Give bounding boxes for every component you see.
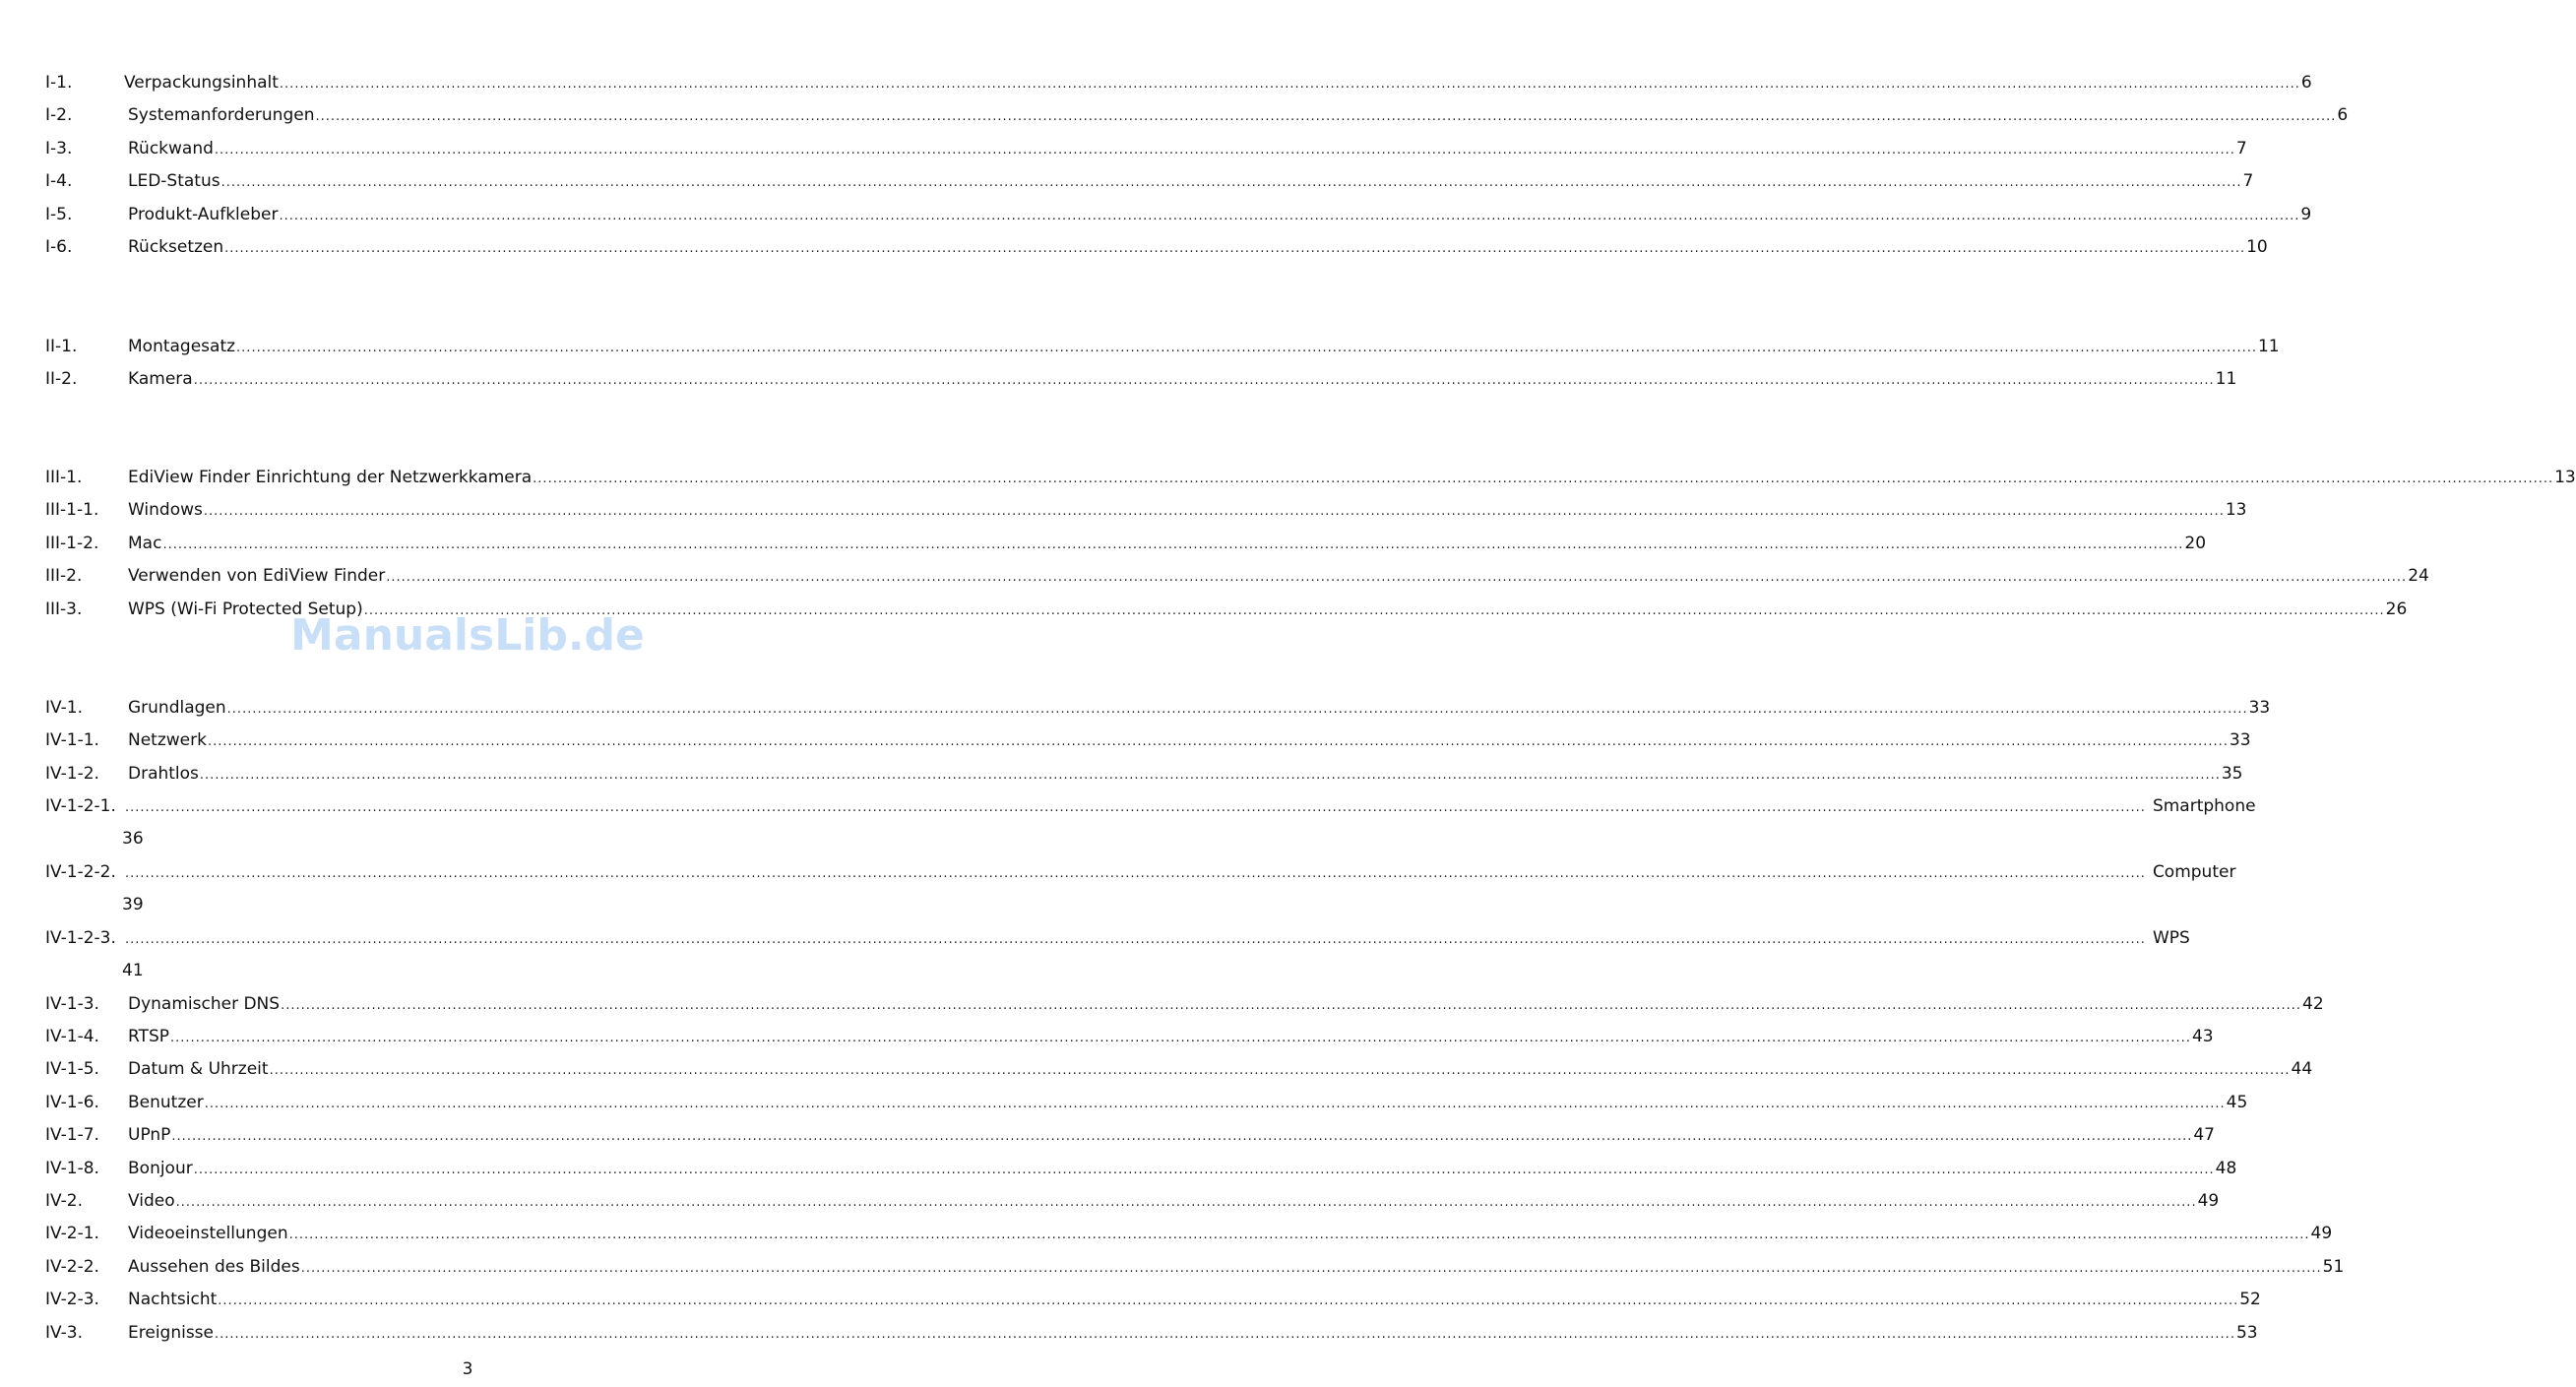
toc-entry-line: [128, 564, 2429, 590]
toc-entry-title: Windows: [128, 500, 203, 520]
toc-leader-dots: ................................................................................................................................................................................................................................................................................................................................................................................................................: [226, 702, 2248, 717]
toc-entry-page: 26: [2385, 599, 2408, 619]
toc-entry[interactable]: [45, 696, 2271, 728]
toc-entry[interactable]: [45, 1189, 2220, 1222]
toc-entry-number: IV-2-2.: [45, 1257, 99, 1277]
toc-entry-title: Datum & Uhrzeit: [128, 1059, 269, 1079]
toc-entry-number: IV-1-2-1.: [45, 796, 116, 816]
toc-entry-title: Verpackungsinhalt: [124, 73, 279, 93]
toc-entry-line: [124, 926, 2190, 952]
toc-entry-page: 44: [2291, 1059, 2313, 1079]
toc-entry-page: 45: [2226, 1093, 2248, 1112]
toc-entry-page: 7: [2242, 171, 2254, 191]
toc-entry-title: Verwenden von EdiView Finder: [128, 566, 386, 586]
toc-entry-line: [128, 137, 2247, 162]
toc-entry-page: 52: [2239, 1290, 2261, 1309]
toc-entry-title: Smartphone: [2152, 796, 2256, 816]
toc-leader-dots: ................................................................................................................................................................................................................................................................................................................................................................................................................: [279, 209, 2300, 223]
toc-entry-line: [128, 1157, 2237, 1182]
toc-entry-page: 6: [2337, 105, 2349, 125]
toc-entry-line: [128, 992, 2324, 1018]
toc-leader-dots: ................................................................................................................................................................................................................................................................................................................................................................................................................: [218, 1293, 2239, 1308]
toc-entry-page: 13: [2554, 468, 2576, 487]
toc-entry-title: Nachtsicht: [128, 1290, 218, 1309]
toc-entry-number: IV-1-3.: [45, 994, 99, 1014]
toc-entry-page: 49: [2197, 1191, 2220, 1211]
toc-entry-page: 49: [2310, 1224, 2333, 1243]
toc-entry-line: [124, 71, 2312, 96]
toc-entry-number: I-4.: [45, 171, 73, 191]
toc-entry[interactable]: [45, 235, 2268, 268]
toc-leader-dots: ................................................................................................................................................................................................................................................................................................................................................................................................................: [224, 241, 2246, 256]
toc-leader-dots: ................................................................................................................................................................................................................................................................................................................................................................................................................: [236, 341, 2257, 355]
toc-entry-line: [128, 466, 2576, 491]
toc-leader-dots: ................................................................................................................................................................................................................................................................................................................................................................................................................: [363, 603, 2385, 618]
toc-entry[interactable]: [45, 992, 2324, 1025]
toc-entry[interactable]: [45, 1288, 2261, 1320]
toc-entry-page: 20: [2184, 534, 2207, 553]
toc-entry-page: 9: [2300, 205, 2312, 224]
toc-entry-number: IV-3.: [45, 1323, 84, 1343]
toc-entry-title: UPnP: [128, 1125, 171, 1145]
toc-entry-line: [128, 696, 2271, 722]
toc-entry-page: 43: [2191, 1027, 2214, 1046]
toc-entry-page: 36: [122, 829, 144, 849]
toc-entry-page: 7: [2235, 139, 2247, 158]
toc-entry-title: Grundlagen: [128, 698, 226, 718]
toc-entry-number: IV-1-2-3.: [45, 928, 116, 948]
toc-entry-number: III-1-1.: [45, 500, 99, 520]
toc-entry-title: Aussehen des Bildes: [128, 1257, 300, 1277]
toc-entry[interactable]: [45, 137, 2247, 169]
toc-entry-page: 47: [2193, 1125, 2215, 1145]
toc-entry-line: [128, 335, 2280, 360]
toc-leader-dots: ................................................................................................................................................................................................................................................................................................................................................................................................................: [171, 1129, 2193, 1144]
toc-entry-title: Computer: [2152, 862, 2236, 882]
toc-entry-line: [128, 367, 2237, 393]
toc-entry[interactable]: [45, 860, 2236, 914]
toc-entry-page: 10: [2246, 237, 2268, 257]
toc-entry-line: [128, 1255, 2345, 1281]
toc-entry-number: IV-2-3.: [45, 1290, 99, 1309]
toc-leader-dots: ................................................................................................................................................................................................................................................................................................................................................................................................................: [125, 932, 2146, 947]
toc-leader-dots: ................................................................................................................................................................................................................................................................................................................................................................................................................: [215, 1327, 2235, 1342]
toc-entry-number: IV-1-8.: [45, 1159, 99, 1178]
toc-leader-dots: ................................................................................................................................................................................................................................................................................................................................................................................................................: [207, 734, 2229, 749]
toc-entry[interactable]: [45, 1255, 2345, 1288]
toc-leader-dots: ................................................................................................................................................................................................................................................................................................................................................................................................................: [193, 1163, 2215, 1177]
toc-entry[interactable]: [45, 926, 2190, 980]
toc-entry-number: III-1.: [45, 468, 83, 487]
toc-entry[interactable]: [45, 794, 2256, 849]
toc-entry-line: [128, 103, 2349, 129]
toc-entry-title: EdiView Finder Einrichtung der Netzwerkkamera: [128, 468, 533, 487]
toc-entry-line: [128, 1025, 2214, 1050]
toc-entry-page: 53: [2235, 1323, 2258, 1343]
toc-entry-page: 6: [2300, 73, 2312, 93]
toc-entry-page: 42: [2302, 994, 2324, 1014]
toc-entry-page: 41: [122, 961, 144, 980]
toc-leader-dots: ................................................................................................................................................................................................................................................................................................................................................................................................................: [269, 1063, 2291, 1078]
toc-entry-title: Video: [128, 1191, 175, 1211]
toc-entry-title: Mac: [128, 534, 162, 553]
toc-leader-dots: ................................................................................................................................................................................................................................................................................................................................................................................................................: [220, 175, 2242, 190]
toc-entry-title: Produkt-Aufkleber: [128, 205, 279, 224]
toc-entry-title: Rückwand: [128, 139, 214, 158]
toc-entry[interactable]: [45, 1025, 2214, 1057]
toc-leader-dots: ................................................................................................................................................................................................................................................................................................................................................................................................................: [214, 143, 2235, 158]
toc-leader-dots: ................................................................................................................................................................................................................................................................................................................................................................................................................: [199, 768, 2221, 783]
toc-entry-title: Benutzer: [128, 1093, 204, 1112]
toc-entry-number: IV-1-1.: [45, 730, 99, 750]
toc-entry-line: [128, 1222, 2333, 1247]
toc-entry-title: Dynamischer DNS: [128, 994, 281, 1014]
toc-entry-number: IV-2.: [45, 1191, 84, 1211]
toc-entry-number: III-1-2.: [45, 534, 99, 553]
toc-entry-title: WPS: [2152, 928, 2190, 948]
toc-entry-title: RTSP: [128, 1027, 170, 1046]
page-number: 3: [462, 1359, 473, 1379]
toc-entry-line: [128, 1321, 2258, 1347]
toc-leader-dots: ................................................................................................................................................................................................................................................................................................................................................................................................................: [125, 866, 2146, 881]
toc-entry-line: [128, 762, 2243, 788]
toc-entry[interactable]: [45, 169, 2254, 202]
toc-entry-page: 11: [2257, 337, 2280, 356]
toc-entry-number: I-2.: [45, 105, 73, 125]
toc-entry-line: [128, 235, 2268, 261]
toc-entry-title: Rücksetzen: [128, 237, 224, 257]
toc-entry-number: I-3.: [45, 139, 73, 158]
toc-entry-number: I-1.: [45, 73, 73, 93]
toc-entry-line: [128, 1123, 2215, 1149]
toc-entry-number: II-2.: [45, 369, 78, 389]
toc-entry[interactable]: [45, 498, 2247, 531]
toc-entry-page: 51: [2322, 1257, 2345, 1277]
toc-leader-dots: ................................................................................................................................................................................................................................................................................................................................................................................................................: [386, 570, 2408, 585]
toc-leader-dots: ................................................................................................................................................................................................................................................................................................................................................................................................................: [281, 998, 2301, 1013]
toc-entry-number: II-1.: [45, 337, 78, 356]
toc-leader-dots: ................................................................................................................................................................................................................................................................................................................................................................................................................: [279, 77, 2300, 92]
toc-leader-dots: ................................................................................................................................................................................................................................................................................................................................................................................................................: [288, 1228, 2310, 1242]
toc-entry-title: LED-Status: [128, 171, 220, 191]
toc-entry-number: IV-1-6.: [45, 1093, 99, 1112]
toc-entry-page: 35: [2221, 764, 2243, 784]
toc-leader-dots: ................................................................................................................................................................................................................................................................................................................................................................................................................: [204, 1097, 2226, 1111]
toc-entry-line: [128, 498, 2247, 524]
toc-entry-number: I-5.: [45, 205, 73, 224]
toc-entry-line: [128, 1189, 2220, 1215]
toc-entry[interactable]: [45, 1222, 2333, 1254]
toc-entry-line: [128, 1288, 2261, 1313]
toc-entry-page: 33: [2229, 730, 2251, 750]
toc-leader-dots: ................................................................................................................................................................................................................................................................................................................................................................................................................: [203, 504, 2225, 519]
toc-leader-dots: ................................................................................................................................................................................................................................................................................................................................................................................................................: [162, 537, 2184, 552]
toc-entry-number: IV-2-1.: [45, 1224, 99, 1243]
toc-entry[interactable]: [45, 335, 2280, 367]
toc-leader-dots: ................................................................................................................................................................................................................................................................................................................................................................................................................: [193, 373, 2215, 388]
toc-entry-line: [128, 203, 2312, 228]
toc-entry[interactable]: [45, 367, 2237, 400]
toc-entry-line: [128, 598, 2408, 623]
toc-entry[interactable]: [45, 762, 2243, 794]
toc-entry-number: I-6.: [45, 237, 73, 257]
toc-entry[interactable]: [45, 728, 2251, 761]
toc-entry-number: III-3.: [45, 599, 83, 619]
toc-entry[interactable]: [45, 598, 2408, 630]
toc-entry-title: Systemanforderungen: [128, 105, 315, 125]
toc-entry-number: IV-1-4.: [45, 1027, 99, 1046]
toc-entry-title: Netzwerk: [128, 730, 207, 750]
toc-leader-dots: ................................................................................................................................................................................................................................................................................................................................................................................................................: [170, 1031, 2191, 1045]
toc-entry-page: 33: [2248, 698, 2271, 718]
toc-entry[interactable]: [45, 1321, 2258, 1354]
toc-entry[interactable]: [45, 1057, 2313, 1090]
toc-leader-dots: ................................................................................................................................................................................................................................................................................................................................................................................................................: [533, 472, 2554, 486]
toc-entry-title: Montagesatz: [128, 337, 236, 356]
toc-entry-title: Kamera: [128, 369, 193, 389]
toc-entry-line: [124, 794, 2256, 820]
toc-leader-dots: ................................................................................................................................................................................................................................................................................................................................................................................................................: [300, 1261, 2322, 1276]
toc-entry-title: Bonjour: [128, 1159, 193, 1178]
toc-entry-page: 13: [2225, 500, 2247, 520]
toc-entry-number: IV-1.: [45, 698, 84, 718]
toc-entry-number: III-2.: [45, 566, 83, 586]
toc-entry-page: 48: [2215, 1159, 2237, 1178]
toc-entry-number: IV-1-5.: [45, 1059, 99, 1079]
toc-entry-number: IV-1-7.: [45, 1125, 99, 1145]
toc-entry-line: [128, 728, 2251, 754]
toc-entry[interactable]: [45, 564, 2429, 597]
toc-leader-dots: ................................................................................................................................................................................................................................................................................................................................................................................................................: [315, 109, 2337, 124]
toc-entry[interactable]: [45, 203, 2312, 235]
watermark: ManualsLib.de: [290, 610, 645, 661]
toc-entry[interactable]: [45, 532, 2207, 564]
toc-entry-line: [128, 169, 2254, 195]
toc-entry-line: [128, 1057, 2313, 1083]
toc-entry[interactable]: [45, 1157, 2237, 1189]
toc-entry[interactable]: [45, 466, 2576, 498]
toc-entry-line: [128, 1091, 2248, 1116]
toc-entry[interactable]: [45, 1091, 2248, 1123]
toc-entry-line: [124, 860, 2236, 886]
toc-entry-page: 24: [2408, 566, 2429, 586]
toc-entry-title: Videoeinstellungen: [128, 1224, 288, 1243]
toc-entry-page: 11: [2215, 369, 2237, 389]
toc-entry[interactable]: [45, 103, 2349, 136]
toc-entry-page: 39: [122, 895, 144, 914]
toc-entry-title: Ereignisse: [128, 1323, 215, 1343]
toc-entry[interactable]: [45, 1123, 2215, 1156]
toc-entry-number: IV-1-2.: [45, 764, 99, 784]
toc-entry-title: Drahtlos: [128, 764, 199, 784]
toc-entry-line: [128, 532, 2207, 557]
toc-entry[interactable]: [45, 71, 2312, 103]
toc-entry-title: WPS (Wi-Fi Protected Setup): [128, 599, 363, 619]
toc-leader-dots: ................................................................................................................................................................................................................................................................................................................................................................................................................: [125, 800, 2146, 815]
toc-entry-number: IV-1-2-2.: [45, 862, 116, 882]
toc-leader-dots: ................................................................................................................................................................................................................................................................................................................................................................................................................: [175, 1195, 2197, 1210]
